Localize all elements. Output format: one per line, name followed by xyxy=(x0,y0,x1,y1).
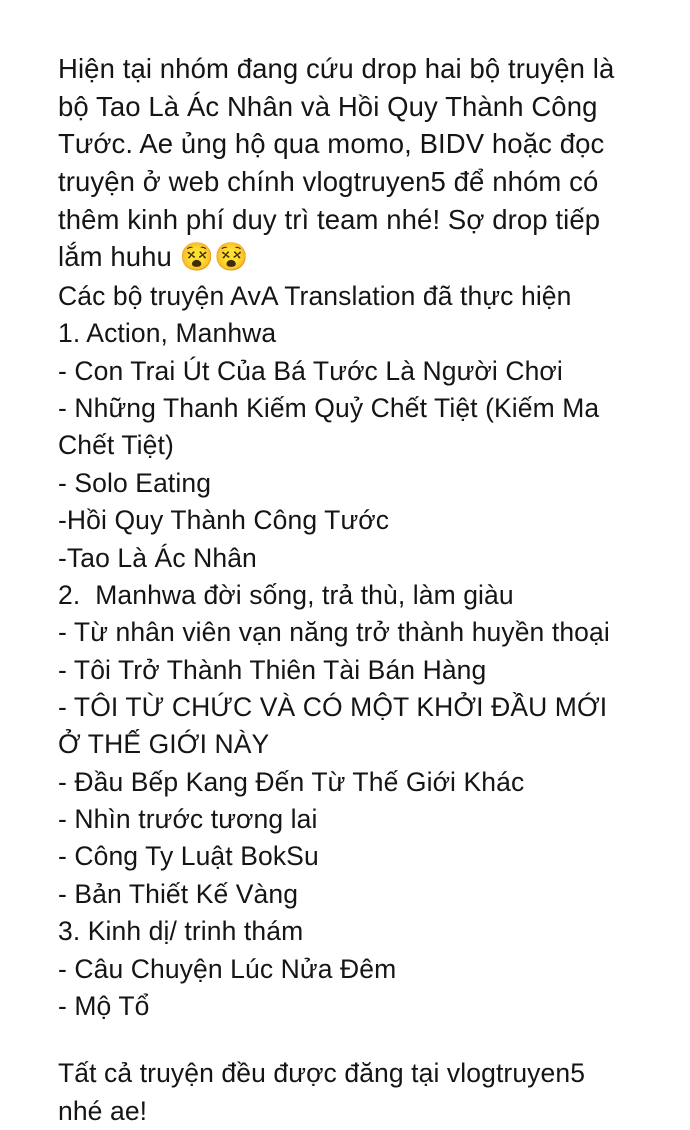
outro-paragraph: Tất cả truyện đều được đăng tại vlogtruyen5 nhé ae! xyxy=(58,1058,593,1126)
intro-paragraph: Hiện tại nhóm đang cứu drop hai bộ truyện là bộ Tao Là Ác Nhân và Hồi Quy Thành Công Tước. Ae ủng hộ qua momo, BIDV hoặc đọc truyện ở web chính vlogtruyen5 để nhóm có thêm kinh phí duy trì team nhé! Sợ drop tiếp lắm huhu 😵😵 xyxy=(58,53,623,273)
list-item: 1. Action, Manhwa xyxy=(58,318,277,349)
list-item: - Câu Chuyện Lúc Nửa Đêm xyxy=(58,953,397,984)
list-item: - Nhìn trước tương lai xyxy=(58,804,318,835)
list-item: 2. Manhwa đời sống, trả thù, làm giàu xyxy=(58,579,514,610)
list-item: - Tôi Trở Thành Thiên Tài Bán Hàng xyxy=(58,654,487,685)
list-item: - Con Trai Út Của Bá Tước Là Người Chơi xyxy=(58,355,563,386)
list-item: - Solo Eating xyxy=(58,467,212,498)
list-item: - Công Ty Luật BokSu xyxy=(58,841,319,872)
paragraph-spacer xyxy=(58,1025,632,1055)
list-item: - Bản Thiết Kế Vàng xyxy=(58,878,299,909)
list-item: - Từ nhân viên vạn năng trở thành huyền thoại xyxy=(58,617,610,648)
section-heading: Các bộ truyện AvA Translation đã thực hiện xyxy=(58,281,572,312)
list-item: - Mộ Tổ xyxy=(58,990,150,1021)
list-item: - Những Thanh Kiếm Quỷ Chết Tiệt (Kiếm Ma Chết Tiệt) xyxy=(58,393,607,461)
list-item: -Hồi Quy Thành Công Tước xyxy=(58,505,390,536)
list-item: - Đầu Bếp Kang Đến Từ Thế Giới Khác xyxy=(58,766,525,797)
list-item: -Tao Là Ác Nhân xyxy=(58,542,257,573)
list-item: - TÔI TỪ CHỨC VÀ CÓ MỘT KHỞI ĐẦU MỚI Ở THẾ GIỚI NÀY xyxy=(58,691,615,760)
list-item: 3. Kinh dị/ trinh thám xyxy=(58,916,304,947)
